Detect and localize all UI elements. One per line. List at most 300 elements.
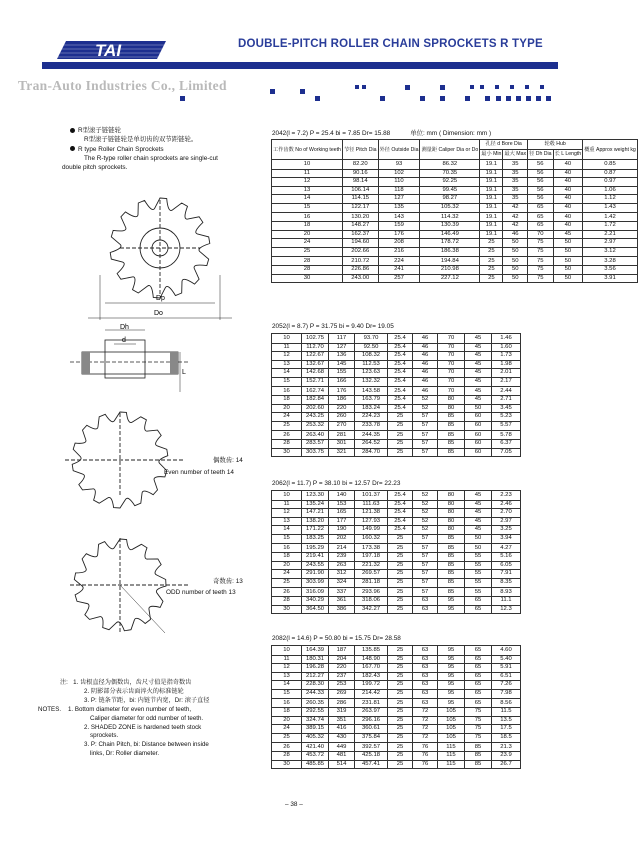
table-cell: 93 [378,160,420,170]
table-cell: 453.72 [302,752,329,761]
note-zh-2: 2. 阴影部分表示齿面淬火的标准链轮 [84,687,184,695]
table-cell: 10 [272,334,302,344]
table-cell: 244.33 [302,689,329,698]
table-cell: 25 [272,733,302,742]
table-cell: 50 [465,543,492,553]
dp-label: Dp [156,295,165,302]
col-teeth: 工作齿数 No of Working teeth [272,140,343,160]
table-cell: 95 [438,646,465,656]
table-cell: 45 [465,500,492,509]
table-cell: 25.4 [388,352,413,361]
notes-zh-label: 注: [60,679,68,686]
col-hub-group: 轮毂 Hub [528,140,583,150]
table-cell: 202 [329,534,355,543]
table-cell: 12.3 [492,605,521,614]
col-caliper-dia: 测量距 Caliper Dia or Do [420,140,480,160]
table-cell: 162.74 [302,386,329,396]
table-cell: 28 [272,266,343,275]
table-row [272,491,521,501]
table-cell: 296.16 [355,716,388,725]
table-cell: 12 [272,352,302,361]
table-row [272,274,638,283]
table-cell: 405.32 [302,733,329,742]
table-cell: 25 [272,578,302,587]
company-name: Tran-Auto Industries Co., Limited [18,78,227,93]
col-bore-group: 孔径 d Bore Dia [480,140,528,150]
table-cell: 14 [272,195,343,204]
table-cell: 63 [413,597,438,606]
table-cell: 28 [272,256,343,266]
table-cell: 153 [329,500,355,509]
table-cell: 50 [503,256,528,266]
table-cell: 25 [480,247,503,256]
table-cell: 115 [438,752,465,761]
table-cell: 3.12 [583,247,638,256]
table-cell: 65 [465,655,492,664]
dh-label: Dh [120,324,129,331]
table-cell: 5.16 [492,553,521,562]
table-cell: 177 [329,517,355,526]
section-3-header: 2062(l = 11.7) P = 38.10 bi = 12.57 Dr= 22.23 [272,480,401,487]
table-cell: 187 [329,646,355,656]
table-cell: 98.27 [420,195,480,204]
table-cell: 95 [438,664,465,673]
table-cell: 75 [528,256,554,266]
table-row [272,160,638,170]
table-cell: 56 [528,178,554,187]
table-cell: 14 [272,681,302,690]
table-cell: 2.97 [492,517,521,526]
table-cell: 57 [413,553,438,562]
do-label: Do [154,310,163,317]
table-cell: 70 [438,377,465,386]
table-cell: 12 [272,509,302,518]
col-hub-dia: 径 Dh Dia [528,150,554,160]
table-cell: 85 [438,553,465,562]
even-teeth-zh: 偶数齿: 14 [213,457,243,464]
table-cell: 24 [272,413,302,422]
header-banner [42,62,558,69]
table-cell: 40 [553,186,583,195]
table-cell: 16 [272,543,302,553]
table-cell: 45 [465,334,492,344]
table-row [272,413,521,422]
table-cell: 75 [528,239,554,248]
table-cell: 12 [272,664,302,673]
table-cell: 312 [329,570,355,579]
table-row [272,500,521,509]
table-cell: 45 [465,360,492,369]
table-cell: 35 [503,160,528,170]
table-cell: 52 [413,500,438,509]
table-cell: 46 [503,230,528,239]
table-cell: 50 [503,274,528,283]
table-cell: 60 [465,421,492,430]
table-cell: 25 [480,274,503,283]
table-cell: 8.93 [492,587,521,597]
table-cell: 11.1 [492,597,521,606]
note-en-3a: 3. P: Chain Pitch, bi: Distance between inside [84,741,209,749]
table-cell: 45 [465,369,492,378]
table-row [272,386,521,396]
table-cell: 11 [272,169,343,178]
spec-table-2082 [271,645,521,769]
table-cell: 25 [388,725,413,734]
table-cell: 70 [438,343,465,352]
table-cell: 57 [413,440,438,449]
table-row [272,733,521,742]
table-cell: 86.32 [420,160,480,170]
table-cell: 56 [528,169,554,178]
table-cell: 14 [272,526,302,535]
table-row [272,742,521,752]
table-cell: 11 [272,343,302,352]
table-cell: 85 [438,430,465,440]
table-cell: 186 [329,396,355,405]
table-cell: 25.4 [388,526,413,535]
table-row [272,646,521,656]
table-cell: 237 [329,672,355,681]
table-cell: 108.32 [355,352,388,361]
table-cell: 281 [329,430,355,440]
section-4-header: 2082(l = 14.6) P = 50.80 bi = 15.75 Dr= 28.58 [272,635,401,642]
table-cell: 176 [329,386,355,396]
table-cell: 13 [272,517,302,526]
note-zh-3: 3. P: 链条节距，bi: 内链节内宽，Dr: 滚子直径 [84,696,210,704]
table-cell: 57 [413,587,438,597]
table-cell: 25 [388,578,413,587]
table-cell: 40 [553,178,583,187]
table-cell: 292.55 [302,708,329,717]
table-cell: 260 [329,413,355,422]
table-cell: 25 [388,587,413,597]
table-cell: 291.90 [302,570,329,579]
table-row [272,534,521,543]
table-cell: 10 [272,491,302,501]
table-cell: 457.41 [355,760,388,769]
table-row [272,430,521,440]
table-cell: 93.70 [355,334,388,344]
table-cell: 24 [272,570,302,579]
note-zh-1: 1. 齿根直径为偶数齿，齿尺寸值是指奇数齿 [73,679,192,686]
table-cell: 57 [413,543,438,553]
table-row [272,247,638,256]
table-cell: 45 [465,491,492,501]
table-cell: 270 [329,421,355,430]
table-row [272,553,521,562]
table-cell: 281.18 [355,578,388,587]
table-cell: 25 [388,760,413,769]
table-cell: 60 [465,413,492,422]
table-cell: 25 [272,247,343,256]
table-row [272,517,521,526]
table-cell: 26 [272,742,302,752]
table-cell: 21.3 [492,742,521,752]
table-cell: 65 [465,672,492,681]
table-cell: 85 [465,760,492,769]
table-cell: 85 [438,578,465,587]
intro-en-desc-2: double pitch sprockets. [62,164,128,172]
table-cell: 95 [438,655,465,664]
table-cell: 35 [503,178,528,187]
table-cell: 132.67 [302,360,329,369]
table-cell: 56 [528,186,554,195]
table-cell: 75 [528,266,554,275]
table-cell: 228.30 [302,681,329,690]
table-cell: 220 [329,404,355,413]
table-cell: 110 [378,178,420,187]
table-cell: 25 [388,553,413,562]
table-cell: 166 [329,377,355,386]
table-cell: 25 [388,672,413,681]
table-cell: 269 [329,689,355,698]
table-cell: 52 [413,526,438,535]
table-cell: 85 [438,448,465,457]
table-cell: 263.40 [302,430,329,440]
table-cell: 425.18 [355,752,388,761]
table-cell: 2.17 [492,377,521,386]
table-cell: 318.06 [355,597,388,606]
table-cell: 52 [413,404,438,413]
table-cell: 182.43 [355,672,388,681]
table-cell: 112.53 [355,360,388,369]
table-cell: 26 [272,587,302,597]
table-cell: 10 [272,646,302,656]
intro-en-desc-1: The R-type roller chain sprockets are single-cut [84,154,218,162]
note-en-2b: sprockets. [90,732,119,740]
table-cell: 146.49 [420,230,480,239]
table-cell: 1.73 [492,352,521,361]
table-cell: 45 [465,517,492,526]
table-cell: 214.42 [355,689,388,698]
table-cell: 76 [413,752,438,761]
table-cell: 319 [329,708,355,717]
table-cell: 244.35 [355,430,388,440]
table-cell: 10 [272,160,343,170]
note-en-1a: 1. Bottom diameter for even number of teeth, [67,705,192,713]
table-cell: 2.44 [492,386,521,396]
table-cell: 75 [528,274,554,283]
table-row [272,716,521,725]
table-cell: 55 [465,578,492,587]
table-cell: 15 [272,203,343,212]
table-cell: 19.1 [480,186,503,195]
table-cell: 25.4 [388,500,413,509]
table-cell: 95 [438,689,465,698]
table-cell: 85 [465,752,492,761]
bullet-icon [70,128,75,133]
table-cell: 132.32 [355,377,388,386]
table-cell: 430 [329,733,355,742]
table-row [272,570,521,579]
table-cell: 50 [503,247,528,256]
table-cell: 46 [413,369,438,378]
table-cell: 50 [553,266,583,275]
table-cell: 57 [413,448,438,457]
table-row [272,256,638,266]
table-cell: 30 [272,274,343,283]
table-row [272,186,638,195]
table-cell: 50 [465,404,492,413]
table-cell: 25 [388,698,413,708]
col-bore-min: 最小 Min [480,150,503,160]
table-cell: 263.97 [355,708,388,717]
table-cell: 63 [413,681,438,690]
table-cell: 122.17 [342,203,378,212]
note-en-1b: Caliper diameter for odd number of teeth. [90,714,204,722]
table-cell: 284.70 [355,448,388,457]
table-cell: 148.27 [342,222,378,231]
table-cell: 197.18 [355,553,388,562]
table-cell: 136 [329,352,355,361]
table-cell: 160.32 [355,534,388,543]
table-cell: 260.35 [302,698,329,708]
table-cell: 115 [438,760,465,769]
table-cell: 52 [413,491,438,501]
table-cell: 25.4 [388,377,413,386]
intro-zh-title: R型滚子链链轮 [78,127,121,134]
table-cell: 75 [465,733,492,742]
table-cell: 60 [465,430,492,440]
table-cell: 13 [272,360,302,369]
table-cell: 449 [329,742,355,752]
table-cell: 140 [329,491,355,501]
table-row [272,334,521,344]
table-cell: 16 [272,698,302,708]
table-cell: 1.98 [492,360,521,369]
table-cell: 163.79 [355,396,388,405]
table-cell: 85 [438,570,465,579]
table-cell: 149.99 [355,526,388,535]
odd-teeth-drawing [65,533,195,643]
table-cell: 111.63 [355,500,388,509]
table-cell: 2.97 [583,239,638,248]
table-cell: 50 [553,239,583,248]
table-cell: 25 [388,534,413,543]
table-cell: 25 [388,681,413,690]
table-cell: 361 [329,597,355,606]
table-cell: 20 [272,404,302,413]
table-cell: 80 [438,404,465,413]
table-cell: 50 [553,247,583,256]
table-cell: 65 [465,664,492,673]
table-cell: 0.87 [583,169,638,178]
table-cell: 212.27 [302,672,329,681]
table-cell: 25 [388,708,413,717]
col-hub-length: 长 L Length [553,150,583,160]
table-cell: 3.28 [583,256,638,266]
table-cell: 114.32 [420,212,480,222]
table-cell: 82.20 [342,160,378,170]
table-cell: 18 [272,222,343,231]
table-cell: 63 [413,646,438,656]
table-cell: 118 [378,186,420,195]
table-cell: 152.71 [302,377,329,386]
table-cell: 416 [329,725,355,734]
table-row [272,360,521,369]
table-cell: 76 [413,760,438,769]
table-cell: 11 [272,500,302,509]
table-cell: 40 [553,212,583,222]
table-cell: 42 [503,212,528,222]
table-cell: 45 [465,526,492,535]
page-number: – 38 – [285,801,303,808]
table-cell: 80 [438,500,465,509]
table-cell: 351 [329,716,355,725]
table-cell: 45 [465,386,492,396]
table-cell: 324.74 [302,716,329,725]
table-cell: 75 [465,708,492,717]
table-cell: 101.37 [355,491,388,501]
table-row [272,352,521,361]
table-cell: 190 [329,526,355,535]
table-cell: 15 [272,534,302,543]
table-row [272,587,521,597]
notes-block [38,679,270,759]
table-cell: 25 [388,430,413,440]
table-row [272,343,521,352]
table-cell: 63 [413,698,438,708]
table-cell: 25 [272,421,302,430]
table-cell: 7.98 [492,689,521,698]
spec-table-2042 [271,139,638,283]
table-cell: 148.90 [355,655,388,664]
table-cell: 25 [388,413,413,422]
table-cell: 45 [465,352,492,361]
table-cell: 26.7 [492,760,521,769]
table-row [272,266,638,275]
table-cell: 57 [413,578,438,587]
table-cell: 19.1 [480,195,503,204]
tai-logo [52,39,170,61]
table-cell: 70 [528,230,554,239]
table-cell: 227.12 [420,274,480,283]
section-2-header: 2052(l = 8.7) P = 31.75 bi = 9.40 Dr= 19.05 [272,323,394,330]
col-bore-max: 最大 Max [503,150,528,160]
table-cell: 25.4 [388,343,413,352]
table-cell: 55 [465,561,492,570]
table-row [272,448,521,457]
table-cell: 105.32 [420,203,480,212]
table-cell: 514 [329,760,355,769]
table-row [272,212,638,222]
table-cell: 20 [272,230,343,239]
table-cell: 35 [503,169,528,178]
table-cell: 214 [329,543,355,553]
table-cell: 25.4 [388,386,413,396]
table-cell: 70 [438,386,465,396]
table-cell: 76 [413,742,438,752]
table-cell: 269.57 [355,570,388,579]
table-row [272,404,521,413]
table-cell: 485.85 [302,760,329,769]
col-outside-dia: 外径 Outside Dia [378,140,420,160]
table-cell: 321 [329,448,355,457]
table-cell: 46 [413,334,438,344]
table-cell: 183.25 [302,534,329,543]
table-cell: 23.9 [492,752,521,761]
table-cell: 63 [413,655,438,664]
table-row [272,605,521,614]
table-cell: 72 [413,725,438,734]
table-row [272,672,521,681]
table-cell: 46 [413,343,438,352]
table-cell: 257 [378,274,420,283]
table-cell: 85 [438,440,465,449]
table-cell: 241 [378,266,420,275]
table-cell: 364.50 [302,605,329,614]
table-row [272,578,521,587]
